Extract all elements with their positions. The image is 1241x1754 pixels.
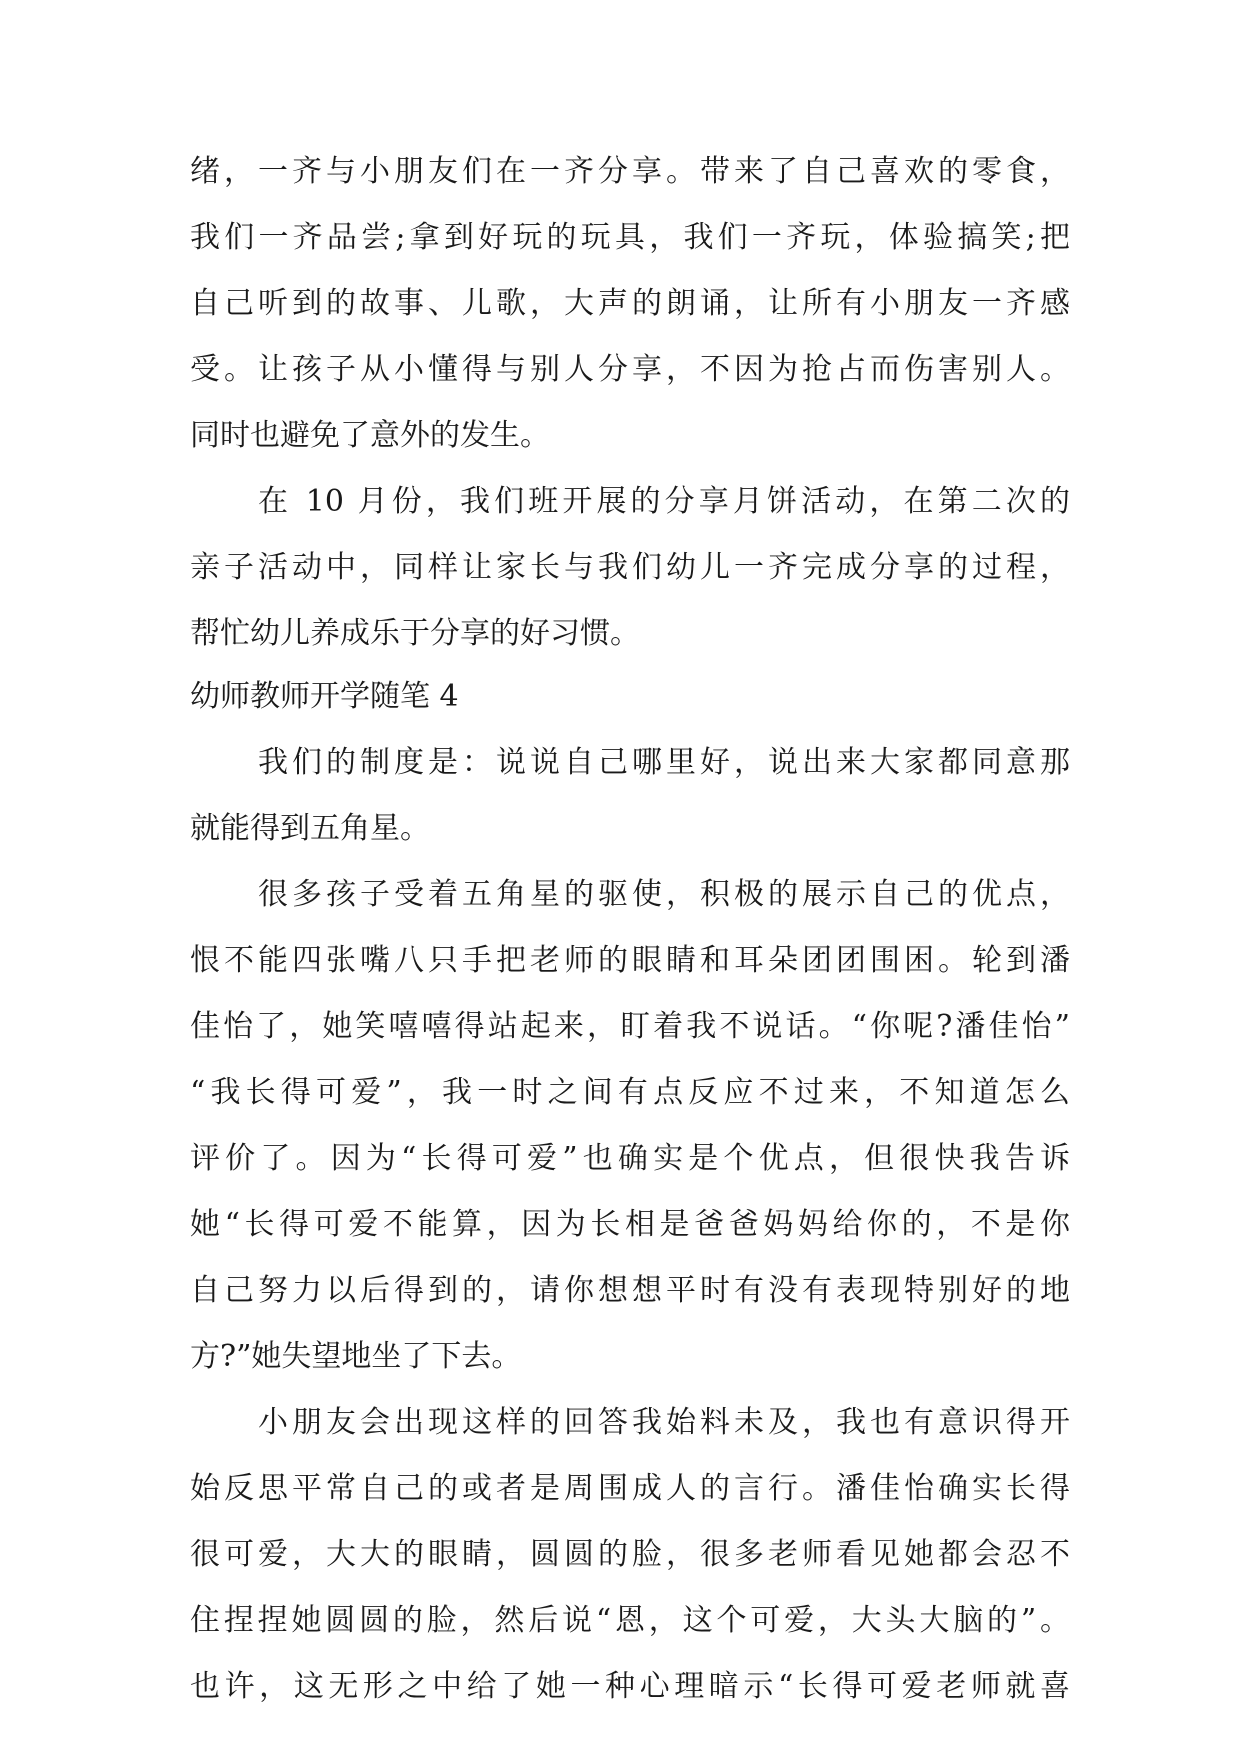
text-line: “我长得可爱”，我一时之间有点反应不过来，不知道怎么: [190, 1075, 1070, 1110]
text-line: 自己努力以后得到的，请你想想平时有没有表现特别好的地: [190, 1273, 1070, 1308]
text-line: 绪，一齐与小朋友们在一齐分享。带来了自己喜欢的零食，: [190, 154, 1070, 189]
text-line: 自己听到的故事、儿歌，大声的朗诵，让所有小朋友一齐感: [190, 286, 1070, 321]
text-line: 评价了。因为“长得可爱”也确实是个优点，但很快我告诉: [190, 1141, 1070, 1176]
text-line: 佳怡了，她笑嘻嘻得站起来，盯着我不说话。“你呢?潘佳怡”: [190, 1009, 1070, 1044]
text-line: 同时也避免了意外的发生。: [190, 418, 550, 453]
text-line: 始反思平常自己的或者是周围成人的言行。潘佳怡确实长得: [190, 1471, 1070, 1506]
text-line: 很可爱，大大的眼睛，圆圆的脸，很多老师看见她都会忍不: [190, 1537, 1070, 1572]
text-line: 很多孩子受着五角星的驱使，积极的展示自己的优点，: [258, 877, 1070, 912]
text-line: 恨不能四张嘴八只手把老师的眼睛和耳朵团团围困。轮到潘: [190, 943, 1070, 978]
text-line: 小朋友会出现这样的回答我始料未及，我也有意识得开: [258, 1405, 1070, 1440]
text-line: 我们的制度是：说说自己哪里好，说出来大家都同意那: [258, 745, 1070, 780]
text-line: 也许，这无形之中给了她一种心理暗示“长得可爱老师就喜: [190, 1669, 1070, 1704]
text-line: 亲子活动中，同样让家长与我们幼儿一齐完成分享的过程，: [190, 550, 1070, 585]
text-line: 方?”她失望地坐了下去。: [190, 1339, 522, 1374]
text-line: 在 10 月份，我们班开展的分享月饼活动，在第二次的: [258, 484, 1070, 519]
text-line: 帮忙幼儿养成乐于分享的好习惯。: [190, 616, 640, 651]
text-line: 就能得到五角星。: [190, 811, 430, 846]
text-line: 受。让孩子从小懂得与别人分享，不因为抢占而伤害别人。: [190, 352, 1070, 387]
text-line: 她“长得可爱不能算，因为长相是爸爸妈妈给你的，不是你: [190, 1207, 1070, 1242]
text-line: 我们一齐品尝;拿到好玩的玩具，我们一齐玩，体验搞笑;把: [190, 220, 1070, 255]
text-line: 住捏捏她圆圆的脸，然后说“恩，这个可爱，大头大脑的”。: [190, 1603, 1070, 1638]
section-heading: 幼师教师开学随笔 4: [190, 679, 459, 714]
